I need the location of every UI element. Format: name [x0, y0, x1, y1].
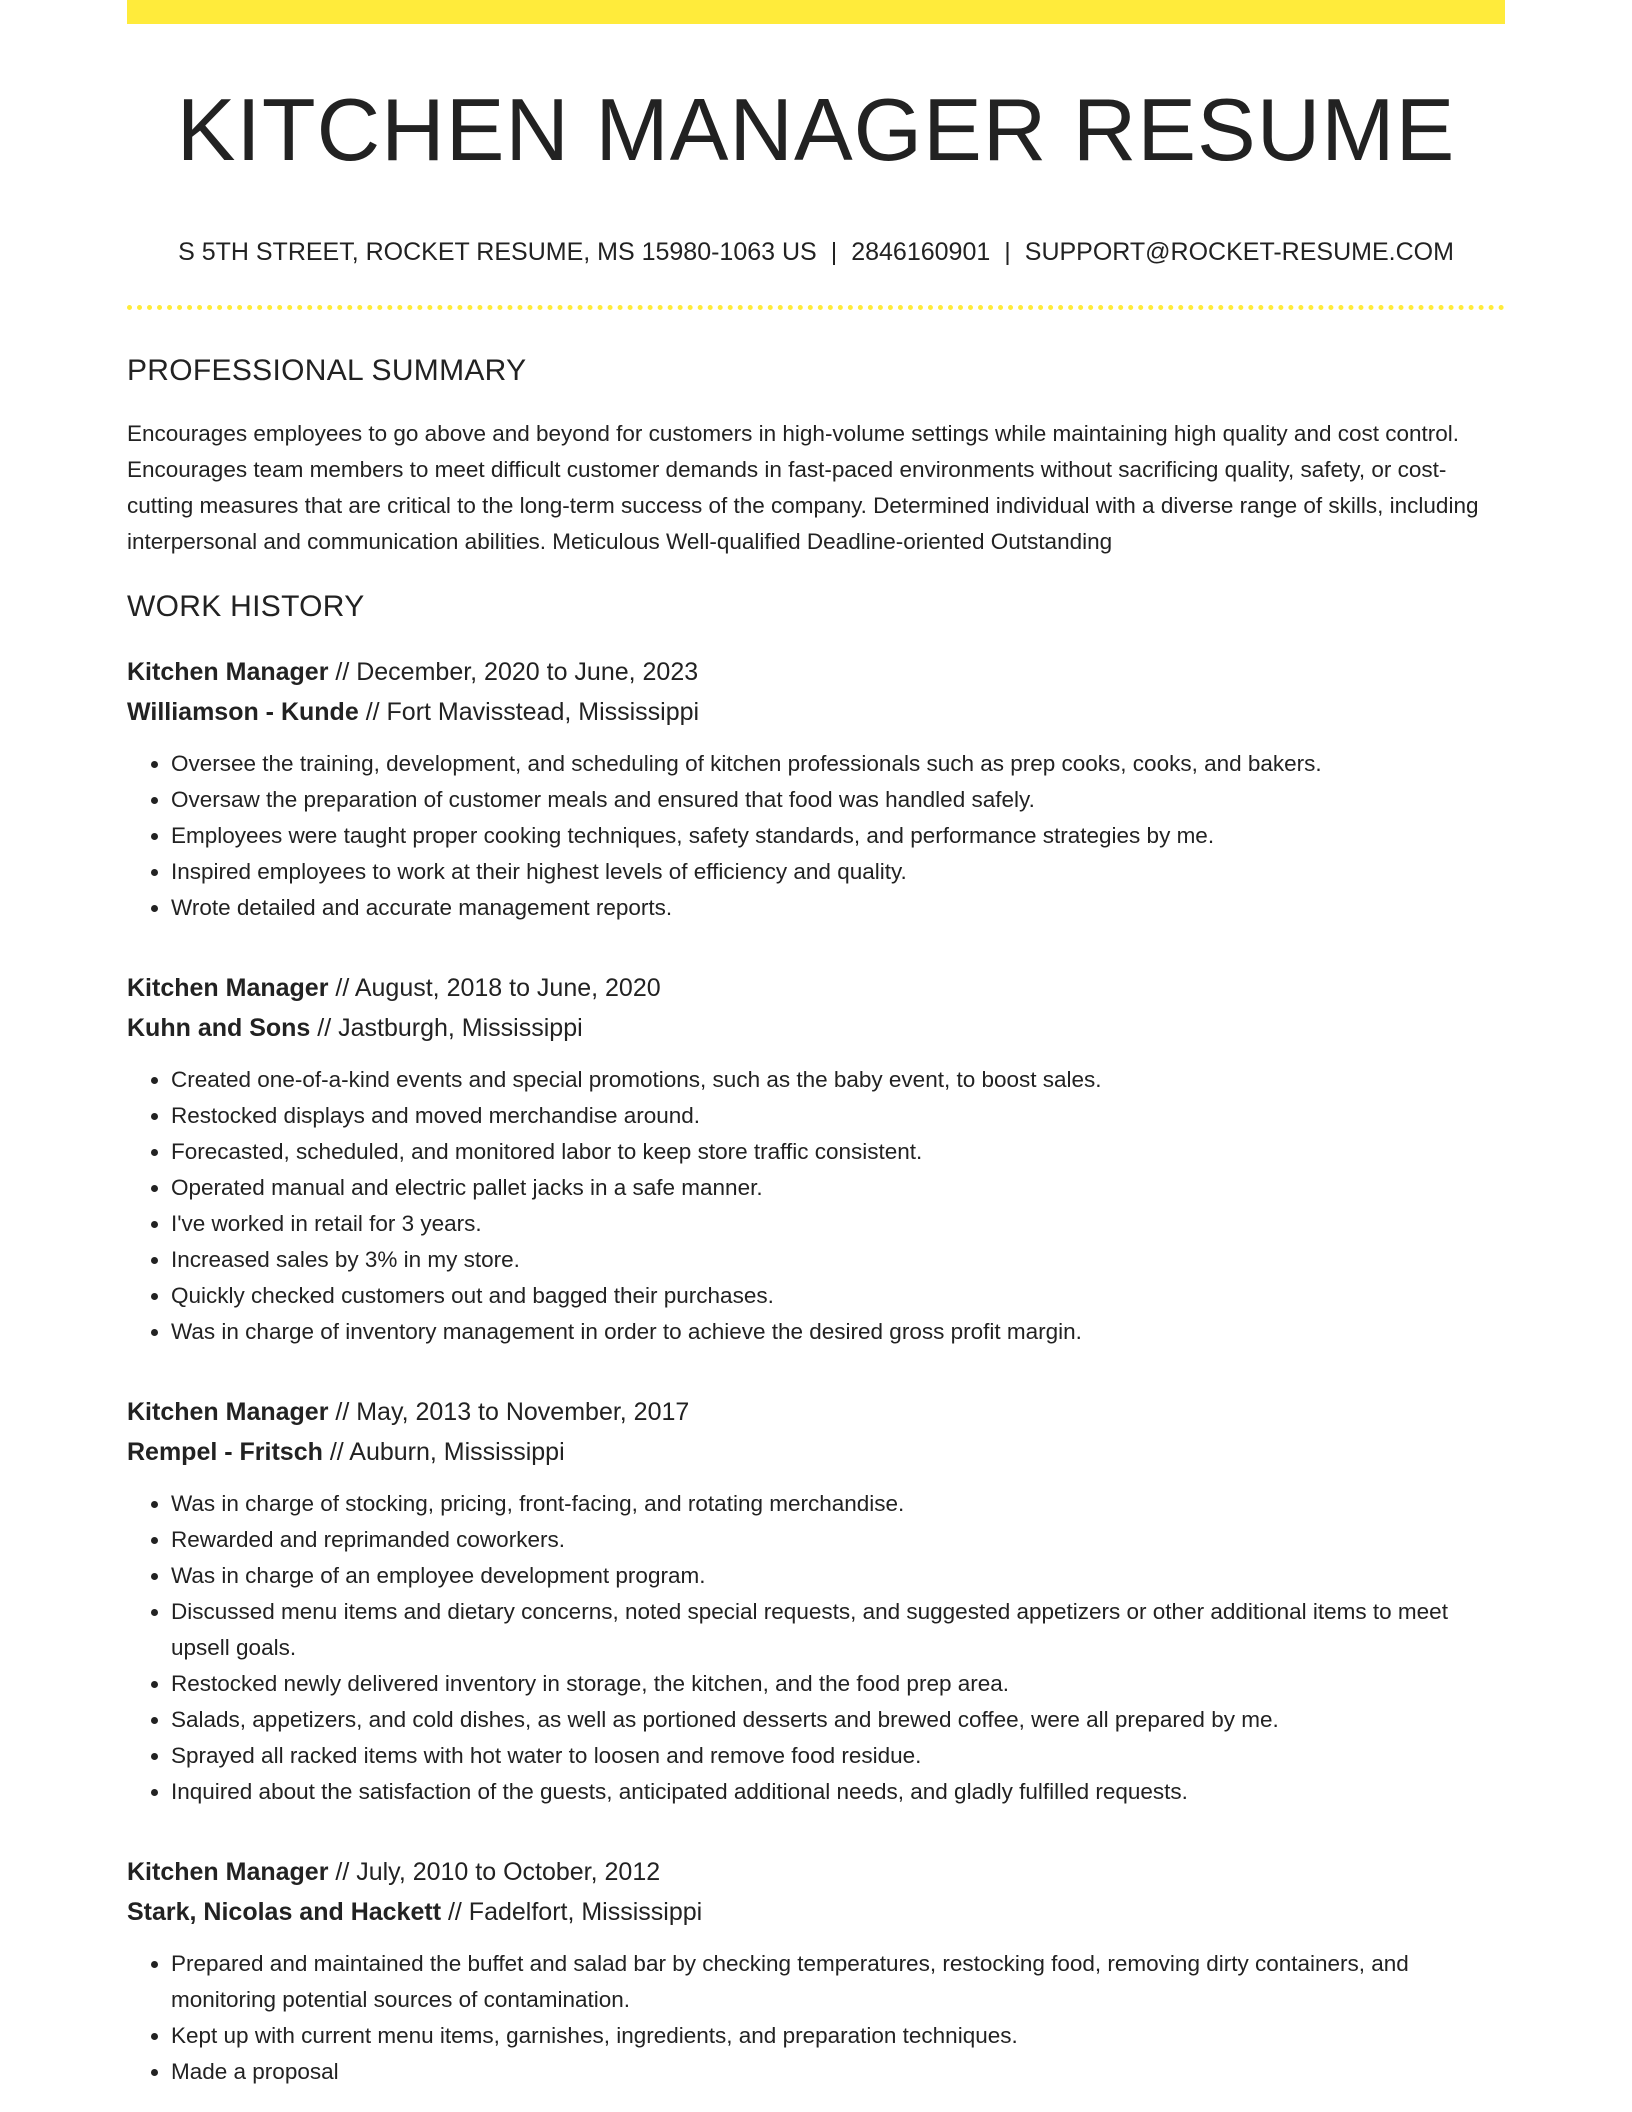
job-dates: // July, 2010 to October, 2012 — [335, 1857, 661, 1886]
job-duties-list — [127, 746, 1505, 926]
contact-separator: | — [830, 237, 838, 266]
job-company-line — [127, 1008, 1505, 1048]
list-item: • Was in charge of inventory management in order to achieve the desired gross profit margin. — [171, 1314, 1505, 1350]
list-item: • Sprayed all racked items with hot water to loosen and remove food residue. — [171, 1738, 1505, 1774]
resume-page — [127, 0, 1505, 2090]
list-item: • Was in charge of stocking, pricing, front-facing, and rotating merchandise. — [171, 1486, 1505, 1522]
summary-heading: PROFESSIONAL SUMMARY — [127, 353, 527, 387]
job-location: // Fadelfort, Mississippi — [447, 1897, 703, 1926]
list-item: • Discussed menu items and dietary concerns, noted special requests, and suggested appetizers or other additional items to meet upsell goals. — [171, 1594, 1505, 1666]
page-title: KITCHEN MANAGER RESUME — [176, 80, 1456, 179]
job-company-line — [127, 692, 1505, 732]
list-item: • Inquired about the satisfaction of the guests, anticipated additional needs, and gladly fulfilled requests. — [171, 1774, 1505, 1810]
job-entry — [127, 1392, 1505, 1810]
job-company: Williamson - Kunde — [127, 697, 359, 726]
job-duties-list — [127, 1946, 1505, 2090]
contact-line — [127, 237, 1505, 267]
list-item: • Inspired employees to work at their highest levels of efficiency and quality. — [171, 854, 1505, 890]
job-title-line — [127, 1392, 1505, 1432]
work-history-heading: WORK HISTORY — [127, 589, 365, 623]
job-company: Kuhn and Sons — [127, 1013, 311, 1042]
job-entry — [127, 968, 1505, 1350]
job-location: // Auburn, Mississippi — [329, 1437, 565, 1466]
summary-text: Encourages employees to go above and beyond for customers in high-volume settings while maintaining high quality and cost control. Encourages team members to meet difficult customer demands in fast-paced environments without sacrificing quality, safety, or cost-cutting measures that are critical to the long-term success of the company. Determined individual with a diverse range of skills, including interpersonal and communication abilities. Meticulous Well-qualified Deadline-oriented Outstanding — [127, 420, 1479, 554]
list-item: • Restocked newly delivered inventory in storage, the kitchen, and the food prep area. — [171, 1666, 1505, 1702]
job-title: Kitchen Manager — [127, 973, 329, 1002]
list-item: • Was in charge of an employee development program. — [171, 1558, 1505, 1594]
list-item: • Rewarded and reprimanded coworkers. — [171, 1522, 1505, 1558]
list-item: • Operated manual and electric pallet jacks in a safe manner. — [171, 1170, 1505, 1206]
contact-email: SUPPORT@ROCKET-RESUME.COM — [1024, 237, 1454, 266]
contact-phone: 2846160901 — [851, 237, 991, 266]
job-location: // Jastburgh, Mississippi — [317, 1013, 583, 1042]
job-company-line — [127, 1432, 1505, 1472]
job-title: Kitchen Manager — [127, 1397, 329, 1426]
list-item: • Made a proposal — [171, 2054, 1505, 2090]
job-title: Kitchen Manager — [127, 657, 329, 686]
job-duties-list — [127, 1486, 1505, 1810]
job-title-line — [127, 1852, 1505, 1892]
list-item: • Created one-of-a-kind events and special promotions, such as the baby event, to boost sales. — [171, 1062, 1505, 1098]
job-dates: // August, 2018 to June, 2020 — [335, 973, 661, 1002]
job-dates: // December, 2020 to June, 2023 — [335, 657, 699, 686]
dotted-divider — [127, 305, 1505, 310]
list-item: • Employees were taught proper cooking techniques, safety standards, and performance strategies by me. — [171, 818, 1505, 854]
job-dates: // May, 2013 to November, 2017 — [335, 1397, 690, 1426]
list-item: • Salads, appetizers, and cold dishes, as well as portioned desserts and brewed coffee, were all prepared by me. — [171, 1702, 1505, 1738]
list-item: • I've worked in retail for 3 years. — [171, 1206, 1505, 1242]
list-item: • Restocked displays and moved merchandise around. — [171, 1098, 1505, 1134]
work-history-list — [127, 652, 1505, 2090]
list-item: • Prepared and maintained the buffet and salad bar by checking temperatures, restocking food, removing dirty containers, and monitoring potential sources of contamination. — [171, 1946, 1505, 2018]
list-item: • Forecasted, scheduled, and monitored labor to keep store traffic consistent. — [171, 1134, 1505, 1170]
contact-separator: | — [1004, 237, 1011, 266]
list-item: • Wrote detailed and accurate management reports. — [171, 890, 1505, 926]
job-company: Rempel - Fritsch — [127, 1437, 323, 1466]
list-item: • Increased sales by 3% in my store. — [171, 1242, 1505, 1278]
job-location: // Fort Mavisstead, Mississippi — [365, 697, 700, 726]
list-item: • Quickly checked customers out and bagged their purchases. — [171, 1278, 1505, 1314]
list-item: • Oversaw the preparation of customer meals and ensured that food was handled safely. — [171, 782, 1505, 818]
job-title: Kitchen Manager — [127, 1857, 329, 1886]
job-company-line — [127, 1892, 1505, 1932]
job-entry — [127, 1852, 1505, 2090]
job-title-line — [127, 968, 1505, 1008]
top-accent-bar — [127, 0, 1505, 24]
job-entry — [127, 652, 1505, 926]
contact-address: S 5TH STREET, ROCKET RESUME, MS 15980-1063 US — [178, 237, 817, 266]
job-company: Stark, Nicolas and Hackett — [127, 1897, 442, 1926]
list-item: • Oversee the training, development, and scheduling of kitchen professionals such as prep cooks, cooks, and bakers. — [171, 746, 1505, 782]
job-duties-list — [127, 1062, 1505, 1350]
list-item: • Kept up with current menu items, garnishes, ingredients, and preparation techniques. — [171, 2018, 1505, 2054]
job-title-line — [127, 652, 1505, 692]
